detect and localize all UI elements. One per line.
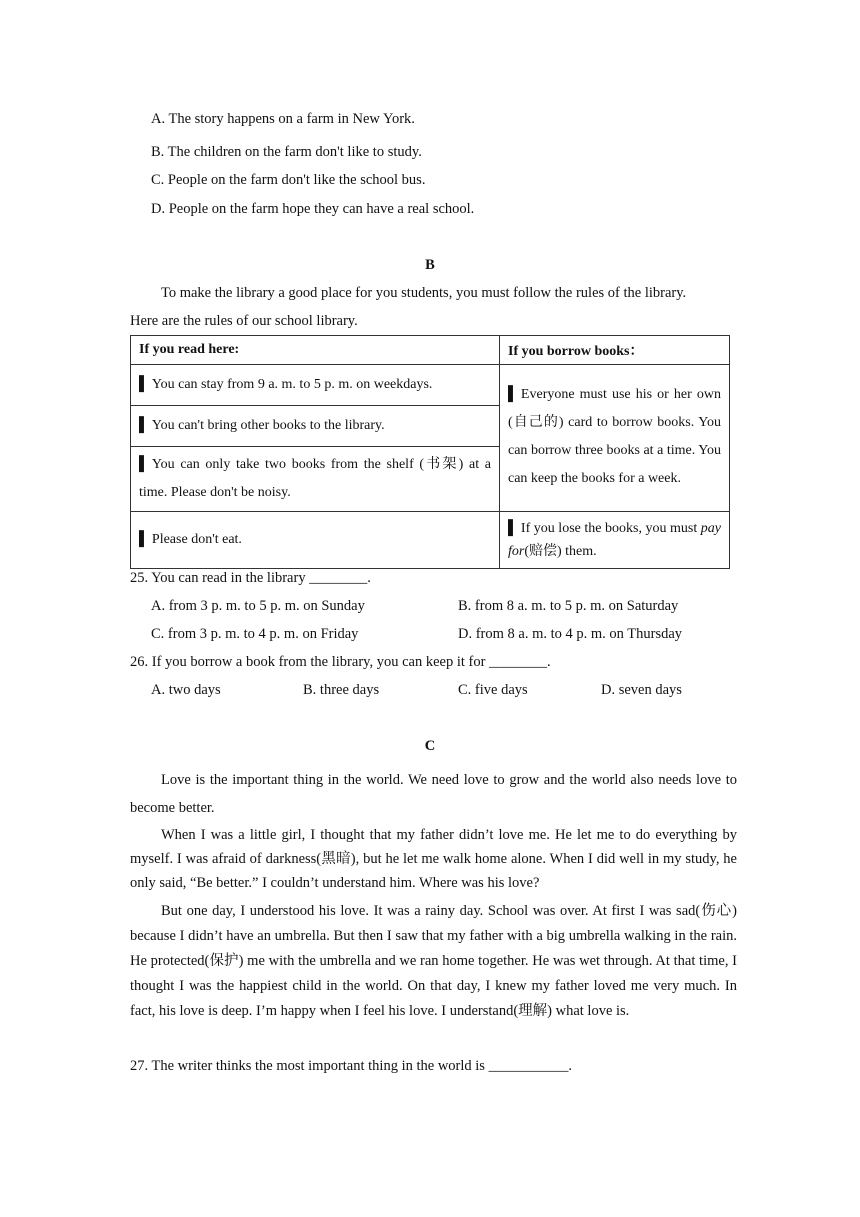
section-b-intro-line1: To make the library a good place for you students, you must follow the rules of the library. [161, 285, 687, 301]
q24-option-c: C. People on the farm don't like the school bus. [151, 172, 426, 188]
borrow-rule-2-text-a: If you lose the books, you must [520, 521, 701, 536]
borrow-rule-2-text-b: (赔偿) them. [524, 544, 597, 559]
bullet-icon: ▌ [139, 532, 149, 547]
read-rule-3 [131, 447, 500, 512]
bullet-icon: ▌ [139, 377, 149, 392]
q26-option-b: B. three days [303, 682, 380, 698]
borrow-rule-1 [500, 365, 730, 512]
bullet-icon: ▌ [139, 418, 149, 433]
q27-stem: 27. The writer thinks the most important thing in the world is ___________. [130, 1058, 572, 1074]
read-rule-2 [131, 406, 500, 447]
section-c-paragraph-3: But one day, I understood his love. It was a rainy day. School was over. At first I was sad(伤心) because I didn’t have an umbrella. But then I saw that my father with a big umbrella walking in the rain. He protected(保护) me with the umbrella and we ran home together. He was wet through. At that time, I thought I was the happiest child in the world. On that day, I knew my father loved me very much. In fact, his love is deep. I’m happy when I feel his love. I understand(理解) what love is. [130, 903, 737, 1019]
q24-option-b: B. The children on the farm don't like to study. [151, 144, 422, 160]
bullet-icon: ▌ [508, 521, 518, 536]
borrow-rule-1-text: Everyone must use his or her own (自己的) card to borrow books. You can borrow three books at a time. You can keep the books for a week. [508, 387, 721, 486]
q24-option-a: A. The story happens on a farm in New York. [151, 111, 415, 127]
table-header-borrow: If you borrow books： [500, 336, 730, 365]
q26-stem: 26. If you borrow a book from the library, you can keep it for ________. [130, 654, 551, 670]
read-rule-4-text: Please don't eat. [151, 532, 242, 547]
q26-option-d: D. seven days [601, 682, 682, 698]
q25-option-a: A. from 3 p. m. to 5 p. m. on Sunday [151, 598, 365, 614]
read-rule-1 [131, 365, 500, 406]
read-rule-2-text: You can't bring other books to the library. [151, 418, 385, 433]
q25-option-c: C. from 3 p. m. to 4 p. m. on Friday [151, 626, 359, 642]
section-b-intro-line2: Here are the rules of our school library. [130, 313, 358, 329]
q25-option-d: D. from 8 a. m. to 4 p. m. on Thursday [458, 626, 683, 642]
section-b-heading: B [425, 257, 435, 273]
read-rule-3-text: You can only take two books from the shelf (书架) at a time. Please don't be noisy. [139, 457, 491, 500]
library-rules-table [130, 335, 730, 569]
table-header-read: If you read here: [131, 336, 500, 365]
q26-option-a: A. two days [151, 682, 221, 698]
borrow-rule-2 [500, 512, 730, 569]
q24-option-d: D. People on the farm hope they can have a real school. [151, 201, 475, 217]
bullet-icon: ▌ [139, 457, 149, 472]
q25-stem: 25. You can read in the library ________. [130, 570, 371, 586]
section-c-paragraph-1: Love is the important thing in the world. We need love to grow and the world also needs love to become better. [130, 772, 737, 816]
pay-for-term: pay for [508, 521, 721, 559]
q25-option-b: B. from 8 a. m. to 5 p. m. on Saturday [458, 598, 679, 614]
q26-option-c: C. five days [458, 682, 528, 698]
read-rule-4 [131, 512, 500, 569]
read-rule-1-text: You can stay from 9 a. m. to 5 p. m. on weekdays. [151, 377, 433, 392]
section-c-heading: C [424, 738, 436, 754]
bullet-icon: ▌ [508, 387, 518, 402]
section-c-paragraph-2: When I was a little girl, I thought that my father didn’t love me. He let me to do everything by myself. I was afraid of darkness(黑暗), but he let me walk home alone. When I did well in my study, he only said, “Be better.” I couldn’t understand him. Where was his love? [130, 827, 737, 891]
